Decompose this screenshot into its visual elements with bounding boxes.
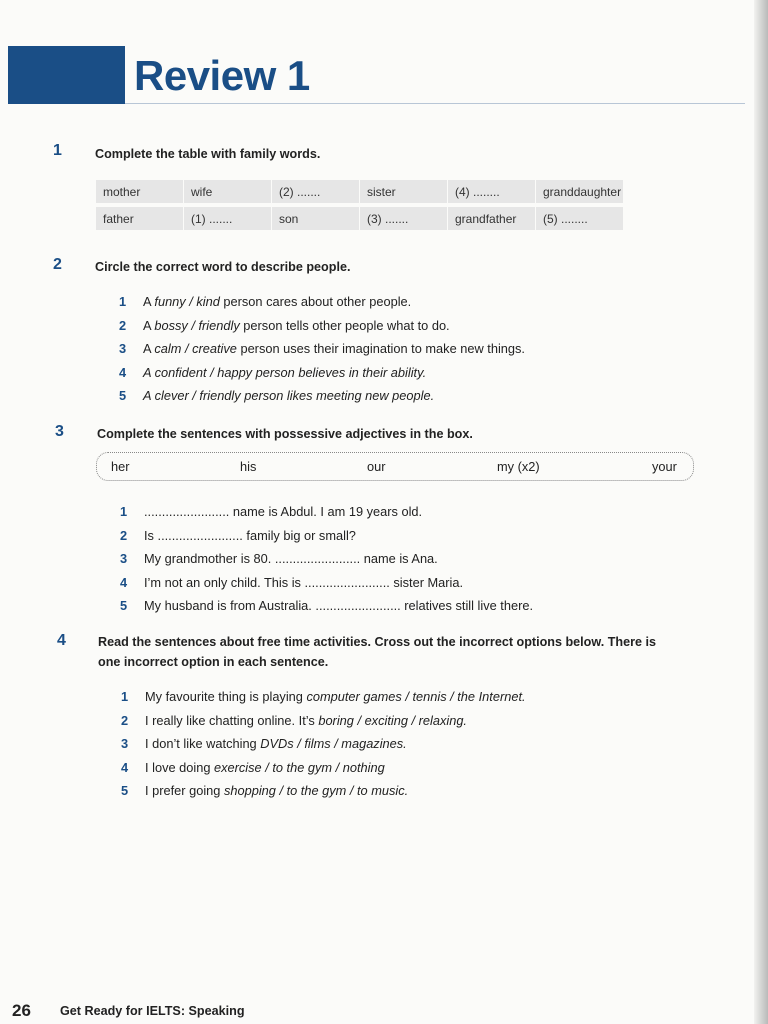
item-number: 2 [121,712,129,728]
book-title: Get Ready for IELTS: Speaking [60,1004,245,1018]
exercise-3-instruction: Complete the sentences with possessive adjectives in the box. [97,427,473,441]
item-text: A [143,341,155,356]
item-number: 4 [121,759,129,775]
list-item [119,384,525,408]
table-cell: (2) ....... [272,180,359,203]
item-options[interactable]: DVDs / films / magazines. [260,736,407,751]
item-text: My favourite thing is playing [145,689,307,704]
item-options[interactable]: computer games / tennis / the Internet. [306,689,526,704]
item-text: person tells other people what to do. [239,317,450,333]
title-divider [125,103,745,104]
table-cell: (1) ....... [184,207,271,230]
item-number: 3 [119,341,127,356]
list-item [119,290,525,314]
table-cell: (5) ........ [536,207,623,230]
word-box-item: our [367,459,386,474]
item-options[interactable]: A confident / happy person believes in their ability. [143,364,427,380]
table-row [96,207,623,230]
item-number: 4 [119,364,127,380]
exercise-1-instruction: Complete the table with family words. [95,147,321,161]
exercise-4-list [121,685,526,803]
exercise-1-number: 1 [53,142,62,159]
list-item [120,524,533,548]
item-text[interactable]: ........................ name is Abdul. I am 19 years old. [144,504,423,519]
exercise-4-number: 4 [57,632,66,649]
list-item [119,337,525,361]
page-edge-shadow [754,0,768,1024]
table-cell: father [96,207,183,230]
item-text: person uses their imagination to make new things. [236,341,525,356]
item-number: 5 [121,783,129,798]
item-options[interactable]: bossy / friendly [154,317,240,333]
table-cell: wife [184,180,271,203]
table-cell: granddaughter [536,180,623,203]
table-cell: (4) ........ [448,180,535,203]
item-options[interactable]: exercise / to the gym / nothing [214,759,385,775]
item-text[interactable]: My grandmother is 80. ........................ name is Ana. [144,551,438,566]
list-item [121,709,526,733]
family-words-table [95,176,624,234]
item-text: I prefer going [145,783,224,798]
list-item [120,594,533,618]
list-item [119,314,525,338]
list-item [121,732,526,756]
list-item [121,685,526,709]
exercise-2-list [119,290,525,408]
item-text: I don’t like watching [145,736,261,751]
table-cell: son [272,207,359,230]
item-number: 3 [121,736,129,751]
table-cell: mother [96,180,183,203]
list-item [119,361,525,385]
list-item [121,779,526,803]
item-text: A [143,317,155,333]
item-options[interactable]: boring / exciting / relaxing. [318,712,467,728]
item-number: 4 [120,574,128,590]
exercise-4-instruction-line-2: one incorrect option in each sentence. [98,655,329,669]
item-number: 5 [120,598,128,613]
item-text: I love doing [145,759,215,775]
list-item [120,547,533,571]
word-box-item: your [652,459,677,474]
item-text[interactable]: I’m not an only child. This is ........................ sister Maria. [144,574,464,590]
item-options[interactable]: funny / kind [154,294,220,309]
page-title: Review 1 [134,52,310,99]
exercise-3-list [120,500,533,618]
item-number: 1 [121,689,129,704]
item-text: person cares about other people. [219,294,412,309]
item-text: I really like chatting online. It’s [145,712,319,728]
item-options[interactable]: calm / creative [154,341,237,356]
list-item [120,500,533,524]
item-number: 1 [120,504,128,519]
table-row [96,180,623,203]
table-cell: sister [360,180,447,203]
exercise-2-number: 2 [53,256,62,273]
list-item [120,571,533,595]
exercise-3-number: 3 [55,423,64,440]
item-options[interactable]: A clever / friendly person likes meeting new people. [143,388,435,403]
table-cell: grandfather [448,207,535,230]
item-options[interactable]: shopping / to the gym / to music. [223,783,409,798]
item-text[interactable]: Is ........................ family big or small? [144,527,356,543]
item-number: 2 [119,317,127,333]
word-box-item: her [111,459,130,474]
item-number: 5 [119,388,127,403]
item-number: 1 [119,294,127,309]
exercise-4-instruction-line-1: Read the sentences about free time activities. Cross out the incorrect options below. There is [98,635,656,649]
table-cell: (3) ....... [360,207,447,230]
exercise-2-instruction: Circle the correct word to describe people. [95,260,351,274]
title-color-block [8,46,125,104]
word-box-item: his [240,459,257,474]
list-item [121,756,526,780]
item-number: 2 [120,527,128,543]
page-number: 26 [12,1001,31,1020]
word-box [96,452,694,481]
word-box-item: my (x2) [497,459,540,474]
item-text: A [143,294,155,309]
item-number: 3 [120,551,128,566]
item-text[interactable]: My husband is from Australia. ........................ relatives still live there. [144,598,534,613]
